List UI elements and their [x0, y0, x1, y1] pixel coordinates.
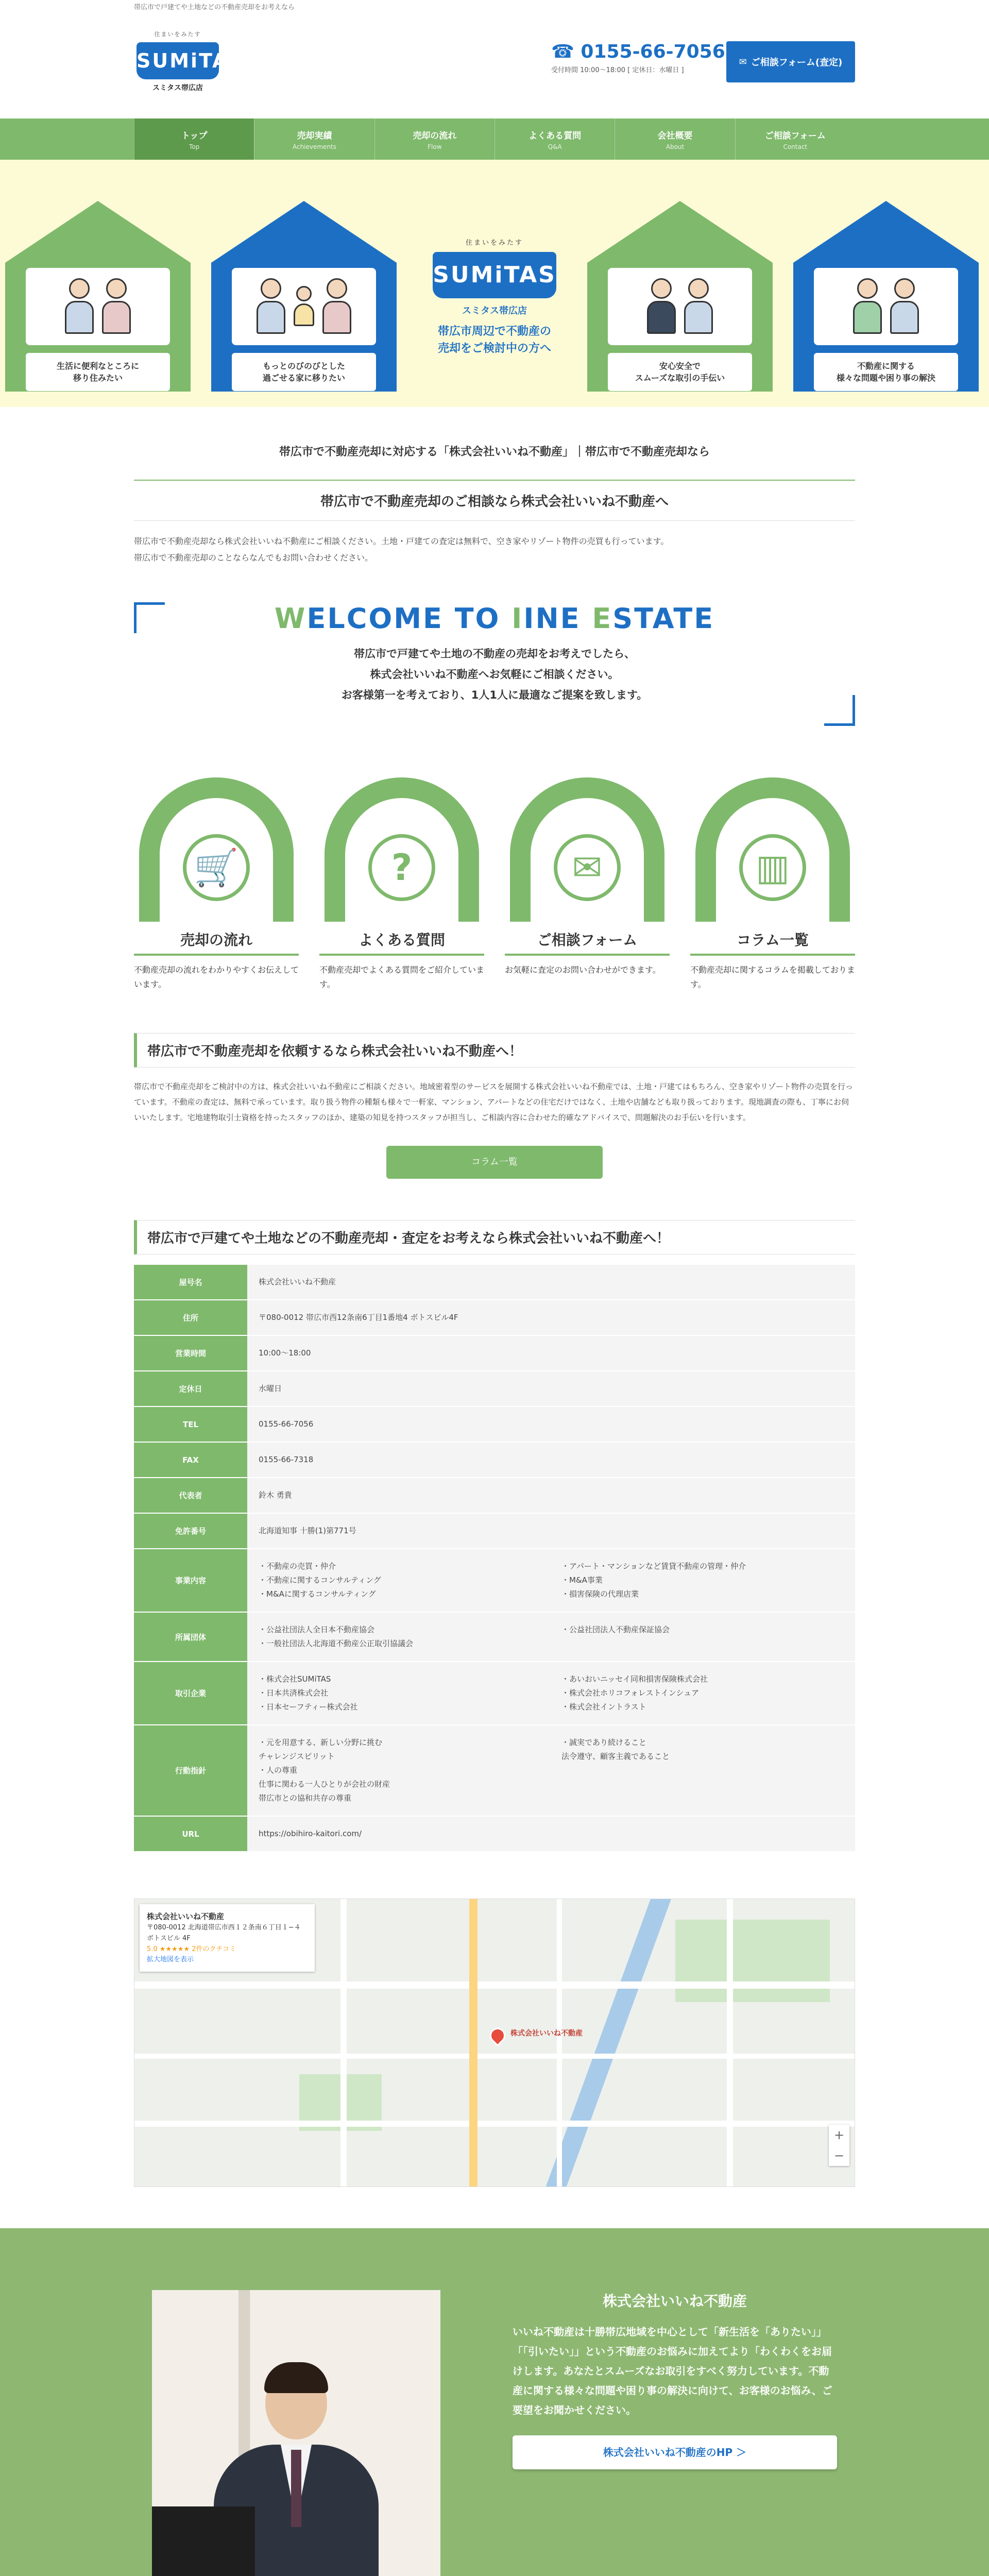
- logo-store-name: スミタス帯広店: [152, 84, 203, 92]
- info-value: 株式会社いいね不動産: [259, 1277, 336, 1286]
- info-key: 住所: [134, 1300, 247, 1335]
- info-key: 免許番号: [134, 1513, 247, 1549]
- cart-icon: 🛒: [183, 834, 250, 901]
- info-row: [134, 1406, 855, 1442]
- company-hp-button[interactable]: 株式会社いいね不動産のHP ＞: [513, 2435, 837, 2469]
- info-value: 水曜日: [259, 1384, 282, 1393]
- info-row: [134, 1300, 855, 1335]
- info-value: 〒080-0012 帯広市西12条南6丁目1番地4 ボトスビル4F: [259, 1313, 458, 1322]
- mail-icon: ✉: [554, 834, 621, 901]
- site-logo[interactable]: [134, 30, 245, 107]
- company-band-body: いいね不動産は十勝帯広地域を中心として「新生活を「ありたい」」「「引いたい」」という不動産のお悩みに加えてより「わくわくをお届けします。あなたとスムーズなお取引をすべく努力しています。不動産に関する様々な問題や困り事の解決に向けて、お客様のお悩み、ご要望をお聞かせください。: [513, 2326, 832, 2416]
- info-list-item: ・ 日本共済株式会社: [259, 1686, 541, 1700]
- map-rating: 5.0 ★★★★★ 2件のクチコミ: [147, 1945, 236, 1953]
- corner-decoration: [134, 602, 165, 633]
- info-list-item: ・ 株式会社ホリコフォレストインシュア: [561, 1686, 844, 1700]
- hero-logo-store: スミタス帯広店: [462, 306, 527, 316]
- company-info-table: [134, 1265, 855, 1852]
- section-body-service: 帯広市で不動産売却をご検討中の方は、株式会社いいね不動産にご相談ください。地域密着型のサービスを展開する株式会社いいね不動産では、土地・戸建てはもちろん、空き家やリゾート物件の売買を行っています。不動産の査定は、無料で承っています。取り扱う物件の種類も様々で一軒家、マンション、アパートなどの住宅だけではなく、土地や店舗なども取り扱っております。現地調査の際も、丁寧にお伺いいたします。宅地建物取引士資格を持ったスタッフのほか、建築の知見を持つスタッフが担当し、ご相談内容に合わせた的確なアドバイスで、問題解決のお手伝いを行います。: [134, 1082, 853, 1122]
- info-key: 代表者: [134, 1478, 247, 1513]
- info-row: [134, 1265, 855, 1300]
- zoom-out-button[interactable]: −: [833, 2148, 845, 2163]
- question-icon: ?: [368, 834, 435, 901]
- column-list-button[interactable]: コラム一覧: [386, 1146, 603, 1179]
- site-header: [134, 15, 855, 118]
- company-url[interactable]: https://obihiro-kaitori.com/: [259, 1829, 362, 1838]
- map-zoom-control: [829, 2125, 849, 2166]
- info-list-item: ・ あいおいニッセイ同和損害保険株式会社: [561, 1672, 844, 1686]
- intro-heading-box: [134, 480, 855, 521]
- info-row: [134, 1335, 855, 1371]
- info-key: TEL: [134, 1406, 247, 1442]
- info-row: [134, 1612, 855, 1662]
- nav-label: 売却の流れ: [413, 130, 457, 141]
- hero-logo-small: 住まいをみたす: [465, 239, 523, 247]
- info-row: [134, 1725, 855, 1816]
- meeting-illustration: [608, 268, 752, 345]
- info-value: 0155-66-7318: [259, 1455, 314, 1464]
- hero-logo: [422, 237, 567, 357]
- info-key: URL: [134, 1816, 247, 1852]
- hero-house-1: [5, 201, 191, 392]
- welcome-title-part: I: [511, 602, 524, 635]
- intro-text: 帯広市で不動産売却なら株式会社いいね不動産にご相談ください。土地・戸建ての査定は無料で、空き家やリゾート物件の売買も行っています。 帯広市で不動産売却のことならなんでもお問い合わせください。: [134, 536, 669, 563]
- service-card-text: 不動産売却の流れをわかりやすくお伝えしています。: [134, 965, 299, 989]
- info-value: 0155-66-7056: [259, 1419, 314, 1429]
- welcome-title-part: INE: [523, 602, 592, 635]
- info-row: [134, 1371, 855, 1406]
- hero-caption: 生活に便利なところに 移り住みたい: [26, 353, 170, 391]
- phone-icon: ☎: [551, 41, 574, 62]
- welcome-text: 帯広市で戸建てや土地の不動産の売却をお考えでしたら、 株式会社いいね不動産へお気軽にご相談ください。 お客様第一を考えており、1人1人に最適なご提案を致します。: [341, 648, 648, 701]
- info-list-item: ・ M&A事業: [561, 1573, 844, 1587]
- policy-item: ・ 誠実であり続けること 法令遵守、顧客主義であること: [561, 1736, 844, 1764]
- company-band: [0, 2228, 989, 2576]
- info-row: [134, 1816, 855, 1852]
- info-key: 定休日: [134, 1371, 247, 1406]
- info-list-item: ・ 公益社団法人全日本不動産協会: [259, 1623, 541, 1637]
- policy-item: ・ 元を用意する、新しい分野に挑む チャレンジスピリット: [259, 1736, 541, 1764]
- service-card[interactable]: [505, 767, 670, 992]
- map-pin-label: 株式会社いいね不動産: [510, 2029, 583, 2038]
- map-larger-link[interactable]: 拡大地図を表示: [147, 1956, 194, 1964]
- info-list-item: ・ 株式会社SUMiTAS: [259, 1672, 541, 1686]
- map-place-name: 株式会社いいね不動産: [147, 1912, 225, 1921]
- hero-house-3: [587, 201, 773, 392]
- service-card[interactable]: [690, 767, 855, 992]
- service-card[interactable]: [319, 767, 484, 992]
- info-list-item: ・ アパート・マンションなど賃貸不動産の管理・仲介: [561, 1560, 844, 1573]
- page-heading: 帯広市で不動産売却に対応する「株式会社いいね不動産」｜帯広市で不動産売却なら: [279, 446, 710, 459]
- nav-item[interactable]: [735, 118, 855, 160]
- nav-sublabel: Top: [189, 143, 200, 150]
- info-key: 屋号名: [134, 1265, 247, 1300]
- service-card-title: コラム一覧: [690, 929, 855, 956]
- nav-item[interactable]: [494, 118, 615, 160]
- logo-small-text: 住まいをみたす: [154, 31, 201, 38]
- info-key: 所属団体: [134, 1612, 247, 1662]
- company-band-text: [513, 2290, 837, 2469]
- info-list-item: ・ 不動産の売買・仲介: [259, 1560, 541, 1573]
- service-card-title: 売却の流れ: [134, 929, 299, 956]
- welcome-title-part: STATE: [612, 602, 715, 635]
- global-nav: [0, 118, 989, 160]
- info-list-item: ・ 株式会社イントラスト: [561, 1700, 844, 1714]
- info-key: 行動指針: [134, 1725, 247, 1816]
- service-card-text: お気軽に査定のお問い合わせができます。: [505, 965, 661, 975]
- section-title-service: 帯広市で不動産売却を依頼するなら株式会社いいね不動産へ！: [134, 1033, 855, 1067]
- nav-sublabel: Flow: [428, 143, 442, 150]
- info-row: [134, 1513, 855, 1549]
- info-row: [134, 1662, 855, 1725]
- info-row: [134, 1442, 855, 1478]
- hero-logo-badge: SUMiTAS: [433, 252, 556, 298]
- policy-item: ・ 人の尊重 仕事に関わる一人ひとりが会社の財産 帯広市との協和共存の尊重: [259, 1764, 541, 1805]
- hero-caption: もっとのびのびとした 過ごせる家に移りたい: [232, 353, 376, 391]
- info-list-item: ・ 公益社団法人不動産保証協会: [561, 1623, 844, 1637]
- welcome-block: [134, 602, 855, 726]
- service-card-text: 不動産売却でよくある質問をご紹介しています。: [319, 965, 485, 989]
- header-tagline: 帯広市で戸建てや土地などの不動産売却をお考えなら: [134, 4, 295, 11]
- hero-house-2: [211, 201, 397, 392]
- company-band-title: 株式会社いいね不動産: [602, 2293, 747, 2310]
- nav-label: 売却実績: [297, 130, 332, 141]
- nav-sublabel: Q&A: [548, 143, 562, 150]
- hero-caption: 不動産に関する 様々な問題や困り事の解決: [814, 353, 958, 391]
- ceo-photo: [152, 2290, 440, 2576]
- header-contact-button[interactable]: [726, 41, 855, 82]
- section-title-company: 帯広市で戸建てや土地などの不動産売却・査定をお考えなら株式会社いいね不動産へ！: [134, 1220, 855, 1255]
- family-illustration: [26, 268, 170, 345]
- nav-sublabel: Contact: [783, 143, 808, 150]
- info-key: FAX: [134, 1442, 247, 1478]
- nav-sublabel: Achievements: [292, 143, 337, 150]
- info-list-item: ・ M&Aに関するコンサルティング: [259, 1587, 541, 1601]
- nav-item[interactable]: [254, 118, 374, 160]
- contact-label: ご相談フォーム(査定): [751, 57, 843, 68]
- info-row: [134, 1478, 855, 1513]
- service-cards: [134, 767, 855, 992]
- info-list-item: ・ 日本セーフティー株式会社: [259, 1700, 541, 1714]
- mail-icon: ✉: [739, 56, 747, 67]
- info-list-item: ・ 損害保険の代理店業: [561, 1587, 844, 1601]
- info-key: 取引企業: [134, 1662, 247, 1725]
- info-key: 事業内容: [134, 1549, 247, 1612]
- service-card[interactable]: [134, 767, 299, 992]
- info-value: 10:00～18:00: [259, 1348, 311, 1358]
- nav-label: ご相談フォーム: [764, 130, 826, 141]
- welcome-title-part: ELCOME TO: [306, 602, 512, 635]
- nav-item[interactable]: [374, 118, 494, 160]
- info-value: 鈴木 勇貴: [259, 1490, 292, 1500]
- book-icon: ▥: [739, 834, 806, 901]
- info-value: 北海道知事 十勝(1)第771号: [259, 1526, 356, 1535]
- info-key: 営業時間: [134, 1335, 247, 1371]
- welcome-title-part: E: [592, 602, 613, 635]
- nav-label: よくある質問: [528, 130, 582, 141]
- info-list-item: ・ 不動産に関するコンサルティング: [259, 1573, 541, 1587]
- intro-heading: 帯広市で不動産売却のご相談なら株式会社いいね不動産へ: [320, 494, 669, 510]
- header-hours: 受付時間 10:00～18:00 [ 定休日：水曜日 ]: [551, 66, 684, 74]
- welcome-title: [134, 602, 855, 635]
- zoom-in-button[interactable]: +: [833, 2128, 845, 2142]
- consult-illustration: [814, 268, 958, 345]
- nav-sublabel: About: [666, 143, 685, 150]
- welcome-title-part: W: [274, 602, 307, 635]
- map-place-address: 〒080-0012 北海道帯広市西１２条南６丁目１−４ ボトスビル 4F: [147, 1924, 301, 1942]
- corner-decoration: [824, 695, 855, 726]
- map-info-card: [140, 1904, 315, 1972]
- hero-house-4: [793, 201, 979, 392]
- nav-item[interactable]: [134, 118, 254, 160]
- tel-text: 0155-66-7056: [581, 41, 725, 62]
- logo-badge: SUMiTAS: [137, 42, 219, 79]
- service-card-title: よくある質問: [319, 929, 484, 956]
- service-card-text: 不動産売却に関するコラムを掲載しております。: [690, 965, 855, 989]
- hero-banner: [0, 160, 989, 407]
- info-list-item: ・ 一般社団法人北海道不動産公正取引協議会: [259, 1637, 541, 1651]
- nav-label: 会社概要: [657, 130, 693, 141]
- info-row: [134, 1549, 855, 1612]
- family-illustration: [232, 268, 376, 345]
- hero-caption: 安心安全で スムーズな取引の手伝い: [608, 353, 752, 391]
- hero-tagline: 帯広市周辺で不動産の 売却をご検討中の方へ: [437, 325, 551, 355]
- service-card-title: ご相談フォーム: [505, 929, 670, 956]
- nav-label: トップ: [181, 130, 208, 141]
- google-map[interactable]: [134, 1899, 855, 2187]
- nav-item[interactable]: [615, 118, 735, 160]
